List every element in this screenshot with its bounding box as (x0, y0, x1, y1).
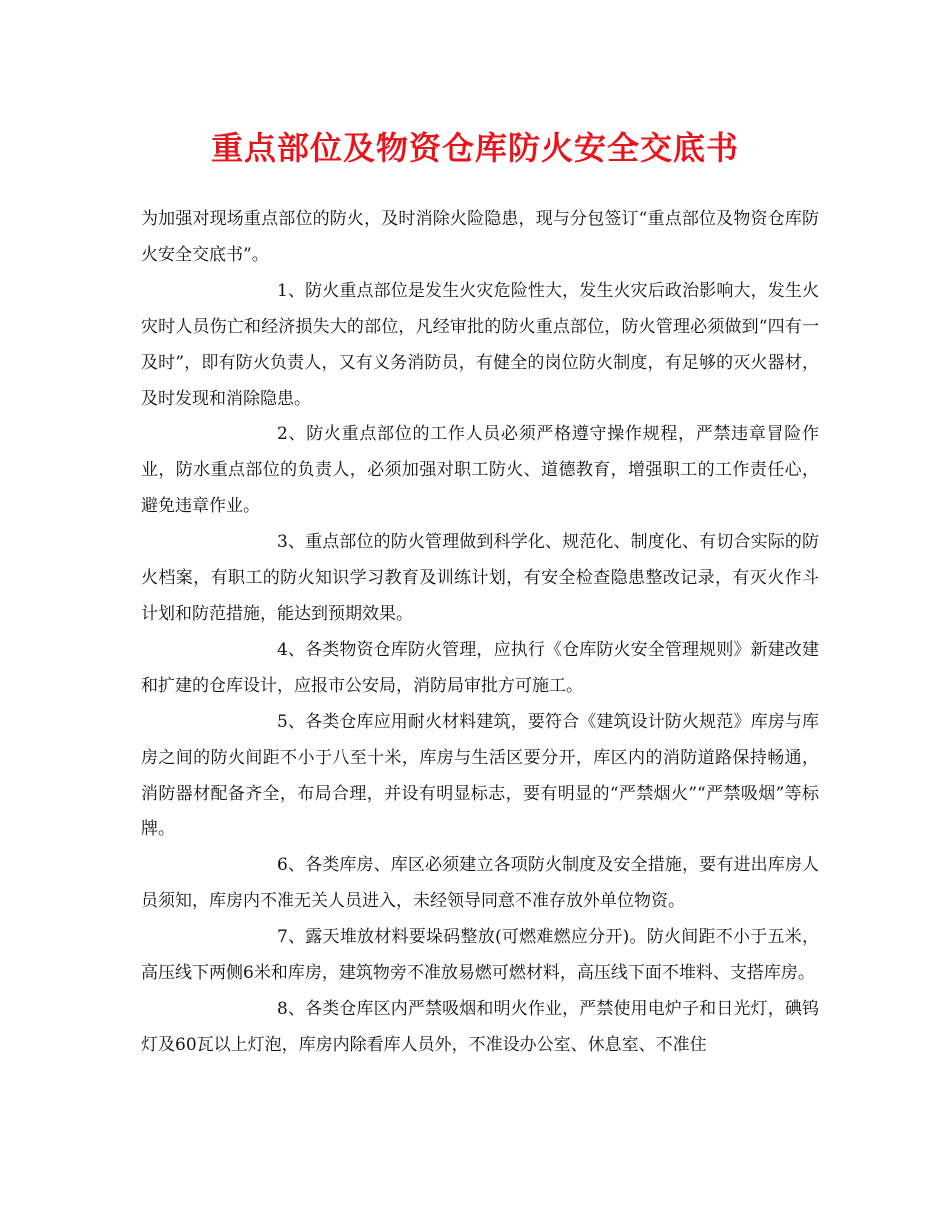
clause-5: 5、各类仓库应用耐火材料建筑，要符合《建筑设计防火规范》库房与库房之间的防火间距不小于八至十米，库房与生活区要分开，库区内的消防道路保持畅通，消防器材配备齐全，布局合理，并设有明显标志，要有明显的“严禁烟火”“严禁吸烟”等标牌。 (141, 711, 819, 840)
clause-6: 6、各类库房、库区必须建立各项防火制度及安全措施，要有进出库房人员须知，库房内不准无关人员进入，未经领导同意不准存放外单位物资。 (141, 855, 819, 912)
clause-7: 7、露天堆放材料要垛码整放(可燃难燃应分开)。防火间距不小于五米，高压线下两侧6米和库房，建筑物旁不准放易燃可燃材料，高压线下面不堆料、支搭库房。 (141, 927, 819, 984)
clause-4: 4、各类物资仓库防火管理，应执行《仓库防火安全管理规则》新建改建和扩建的仓库设计，应报市公安局，消防局审批方可施工。 (141, 639, 819, 696)
clause-2: 2、防火重点部位的工作人员必须严格遵守操作规程，严禁违章冒险作业，防水重点部位的负责人，必须加强对职工防火、道德教育，增强职工的工作责任心，避免违章作业。 (141, 424, 819, 517)
intro-paragraph: 为加强对现场重点部位的防火，及时消除火险隐患，现与分包签订“重点部位及物资仓库防火安全交底书”。 (141, 209, 819, 265)
document-body (141, 202, 819, 1064)
clause-1: 1、防火重点部位是发生火灾危险性大，发生火灾后政治影响大，发生火灾时人员伤亡和经济损失大的部位，凡经审批的防火重点部位，防火管理必须做到“四有一及时”，即有防火负责人，又有义务消防员，有健全的岗位防火制度，有足够的灭火器材，及时发现和消除隐患。 (141, 280, 819, 409)
clause-3: 3、重点部位的防火管理做到科学化、规范化、制度化、有切合实际的防火档案，有职工的防火知识学习教育及训练计划，有安全检查隐患整改记录，有灭火作斗计划和防范措施，能达到预期效果。 (141, 532, 819, 624)
document-title: 重点部位及物资仓库防火安全交底书 (210, 129, 739, 167)
clause-8: 8、各类仓库区内严禁吸烟和明火作业，严禁使用电炉子和日光灯，碘钨灯及60瓦以上灯泡，库房内除看库人员外，不准设办公室、休息室、不准住 (141, 998, 819, 1055)
